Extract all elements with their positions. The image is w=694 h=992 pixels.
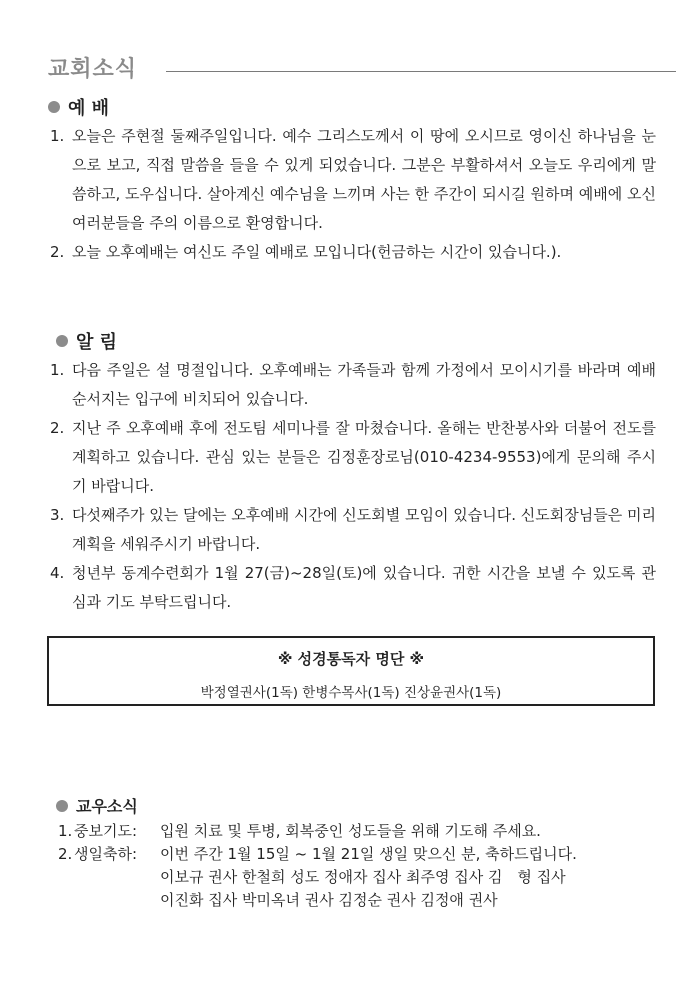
prayer-row [58, 820, 658, 843]
item-number: 2. [50, 419, 65, 437]
item-number: 1. [50, 127, 65, 145]
item-text: 다음 주일은 설 명절입니다. 오후예배는 가족들과 함께 가정에서 모이시기를 바라며 예배 순서지는 입구에 비치되어 있습니다. [72, 361, 656, 408]
header-rule [166, 71, 676, 72]
item-number: 2. [58, 845, 73, 863]
item-text: 청년부 동계수련회가 1월 27(금)~28일(토)에 있습니다. 귀한 시간을 보낼 수 있도록 관심과 기도 부탁드립니다. [72, 564, 656, 611]
page-title: 교회소식 [48, 56, 138, 82]
list-item [50, 501, 656, 559]
worship-heading [48, 94, 109, 120]
member-news-heading-label: 교우소식 [76, 797, 138, 816]
bullet-icon [56, 335, 68, 347]
worship-list [50, 122, 656, 267]
birthday-row [58, 843, 658, 866]
prayer-label: 중보기도: [74, 822, 138, 840]
list-item [50, 238, 656, 267]
item-text: 다섯째주가 있는 달에는 오후예배 시간에 신도회별 모임이 있습니다. 신도회장님들은 미리 계획을 세워주시기 바랍니다. [72, 506, 656, 553]
list-item [50, 414, 656, 501]
item-number: 3. [50, 506, 65, 524]
notices-heading [56, 328, 117, 354]
bible-reading-title: ※ 성경통독자 명단 ※ [277, 650, 425, 668]
item-text: 오늘은 주현절 둘째주일입니다. 예수 그리스도께서 이 땅에 오시므로 영이신 하나님을 눈으로 보고, 직접 말씀을 들을 수 있게 되었습니다. 그분은 부활하셔서 오늘도 우리에게 말씀하고, 도우십니다. 살아계신 예수님을 느끼며 사는 한 주간이 되시길 원하며 예배에 오신 여러분들을 주의 이름으로 환영합니다. [72, 127, 656, 232]
item-text: 오늘 오후예배는 여신도 주일 예배로 모입니다(헌금하는 시간이 있습니다.). [72, 243, 562, 261]
list-item [50, 559, 656, 617]
item-number: 1. [50, 361, 65, 379]
prayer-text: 입원 치료 및 투병, 회복중인 성도들을 위해 기도해 주세요. [160, 822, 541, 840]
bullet-icon [48, 101, 60, 113]
member-news-list [58, 820, 658, 912]
item-text: 지난 주 오후예배 후에 전도팀 세미나를 잘 마쳤습니다. 올해는 반찬봉사와 더불어 전도를 계획하고 있습니다. 관심 있는 분들은 김정훈장로님(010-4234-9553)에게 문의해 주시기 바랍니다. [72, 419, 656, 495]
notices-heading-label: 알 림 [76, 332, 118, 353]
list-item [50, 122, 656, 238]
birthday-names-line1: 이보규 권사 한철희 성도 정애자 집사 최주영 집사 김 형 집사 [160, 868, 566, 886]
bible-reading-box [47, 636, 655, 706]
bible-reading-names: 박정열권사(1독) 한병수목사(1독) 진상윤권사(1독) [200, 685, 502, 701]
birthday-names-line2: 이진화 집사 박미옥녀 권사 김정순 권사 김정애 권사 [160, 891, 498, 909]
list-item [50, 356, 656, 414]
notices-list [50, 356, 656, 617]
item-number: 1. [58, 822, 73, 840]
item-number: 2. [50, 243, 65, 261]
worship-heading-label: 예 배 [68, 98, 110, 119]
item-number: 4. [50, 564, 65, 582]
member-news-heading [56, 794, 138, 817]
bullet-icon [56, 800, 68, 812]
birthday-label: 생일축하: [74, 845, 138, 863]
birthday-text: 이번 주간 1월 15일 ~ 1월 21일 생일 맞으신 분, 축하드립니다. [160, 845, 577, 863]
page-header [48, 52, 676, 88]
